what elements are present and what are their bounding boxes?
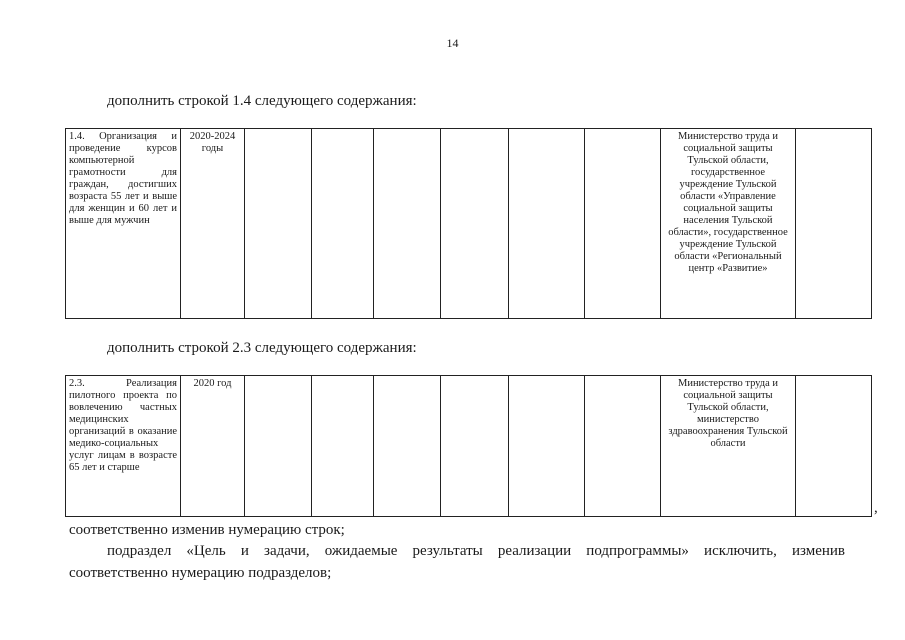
empty-cell	[441, 376, 509, 517]
executor-cell: Министерство труда и социальной защиты Тульской области, министерство здравоохранения Тульской области	[661, 376, 796, 517]
measure-name-cell: 2.3. Реализация пилотного проекта по вовлечению частных медицинских организаций в оказание медико-социальных услуг лицам в возрасте 65 лет и старше	[66, 376, 181, 517]
empty-cell	[245, 129, 312, 319]
empty-cell	[374, 129, 441, 319]
empty-cell	[374, 376, 441, 517]
table-row-2-3	[65, 375, 872, 517]
intro-line-row-2-3: дополнить строкой 2.3 следующего содержания:	[107, 340, 417, 356]
empty-cell	[796, 129, 872, 319]
empty-cell	[796, 376, 872, 517]
empty-cell	[585, 129, 661, 319]
paragraph-exclude-subsection: подраздел «Цель и задачи, ожидаемые результаты реализации подпрограммы» исключить, изменив соответственно нумерацию подразделов;	[69, 543, 845, 581]
trailing-comma: ,	[874, 500, 878, 516]
executor-cell: Министерство труда и социальной защиты Тульской области, государственное учреждение Тульской области «Управление социальной защиты населения Тульской области», государственное учреждение Тульской области «Региональный центр «Развитие»	[661, 129, 796, 319]
table-row	[66, 376, 872, 517]
empty-cell	[312, 376, 374, 517]
table-row	[66, 129, 872, 319]
intro-line-row-1-4: дополнить строкой 1.4 следующего содержания:	[107, 93, 417, 109]
empty-cell	[585, 376, 661, 517]
empty-cell	[441, 129, 509, 319]
measure-name-cell: 1.4. Организация и проведение курсов компьютерной грамотности для граждан, достигших возраста 55 лет и выше для женщин и 60 лет и выше для мужчин	[66, 129, 181, 319]
empty-cell	[509, 376, 585, 517]
period-cell: 2020 год	[181, 376, 245, 517]
paragraph-renumber-rows: соответственно изменив нумерацию строк;	[69, 522, 345, 538]
table-row-1-4	[65, 128, 872, 319]
empty-cell	[509, 129, 585, 319]
empty-cell	[245, 376, 312, 517]
period-cell: 2020-2024 годы	[181, 129, 245, 319]
empty-cell	[312, 129, 374, 319]
page-number: 14	[446, 36, 459, 50]
